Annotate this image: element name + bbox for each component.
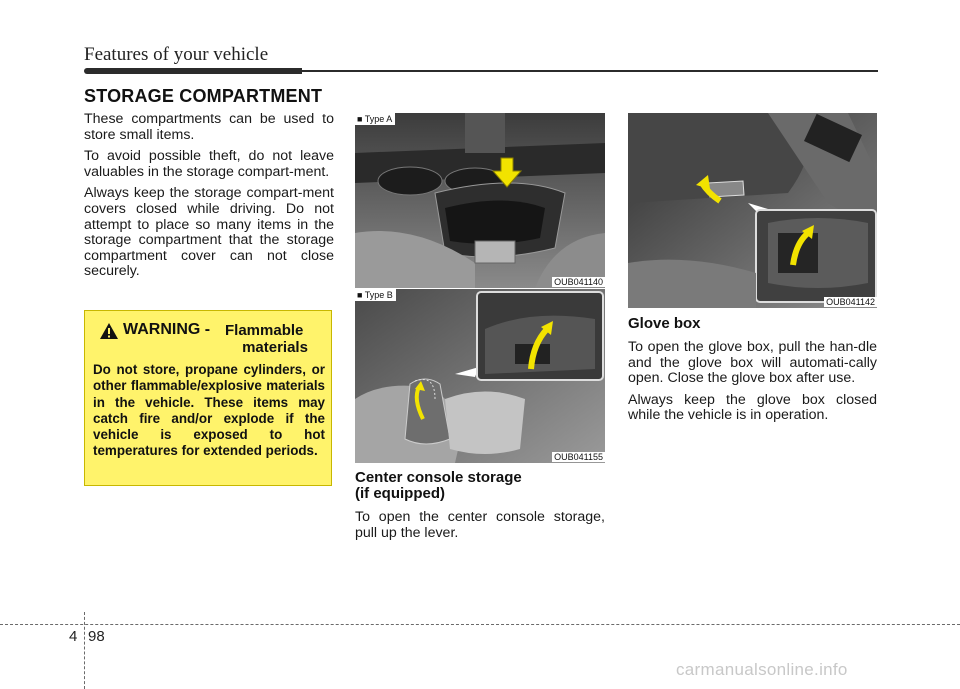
console-type-b-illustration bbox=[355, 289, 605, 463]
intro-paragraph: Always keep the storage compart-ment covers closed while driving. Do not attempt to place so many items in the storage compartment that the storage compartment cover can not close securely. bbox=[84, 185, 334, 280]
figure-type-a bbox=[355, 113, 605, 288]
figure-type-b-code: OUB041155 bbox=[554, 452, 603, 462]
figure-type-b-label: ■ Type B bbox=[355, 289, 396, 301]
page-header-title: Features of your vehicle bbox=[84, 44, 269, 65]
glove-box-paragraph: To open the glove box, pull the han-dle and the glove box will automati-cally open. Close the glove box after use. bbox=[628, 339, 877, 387]
console-type-a-illustration bbox=[355, 113, 605, 288]
figure-glove-box bbox=[628, 113, 877, 308]
glove-box-paragraph: Always keep the glove box closed while the vehicle is in operation. bbox=[628, 391, 877, 424]
footer-divider bbox=[0, 624, 960, 625]
chapter-number: 4 bbox=[69, 628, 78, 645]
warning-body: Do not store, propane cylinders, or other flammable/explosive materials in the vehicle. These items may catch fire and/or explode if the vehicle is exposed to hot temperatures for extended periods. bbox=[93, 362, 325, 459]
footer-vertical-divider bbox=[84, 612, 85, 689]
warning-word: WARNING - bbox=[123, 321, 211, 338]
intro-text bbox=[84, 112, 334, 286]
glove-box-heading: Glove box bbox=[628, 315, 701, 332]
center-console-heading bbox=[355, 470, 605, 502]
watermark: carmanualsonline.info bbox=[676, 660, 848, 679]
center-console-body: To open the center console storage, pull up the lever. bbox=[355, 509, 605, 541]
center-console-title: Center console storage bbox=[355, 469, 522, 486]
warning-title-line2: materials bbox=[242, 339, 308, 356]
intro-paragraph: To avoid possible theft, do not leave valuables in the storage compart-ment. bbox=[84, 148, 334, 180]
glove-box-illustration bbox=[628, 113, 877, 308]
header-rule-thick bbox=[84, 68, 302, 74]
figure-glove-box-code: OUB041142 bbox=[826, 297, 875, 307]
warning-box bbox=[84, 310, 332, 486]
section-title: STORAGE COMPARTMENT bbox=[84, 86, 323, 106]
figure-type-a-code: OUB041140 bbox=[554, 277, 603, 287]
page-number: 98 bbox=[88, 628, 105, 645]
intro-paragraph: These compartments can be used to store small items. bbox=[84, 111, 334, 143]
figure-type-b bbox=[355, 289, 605, 463]
glove-box-body bbox=[628, 340, 877, 430]
header-rule bbox=[300, 70, 878, 72]
warning-title-line1: Flammable bbox=[225, 322, 304, 339]
warning-triangle-icon bbox=[99, 322, 119, 340]
center-console-subtitle: (if equipped) bbox=[355, 485, 445, 502]
figure-type-a-label: ■ Type A bbox=[355, 113, 395, 125]
